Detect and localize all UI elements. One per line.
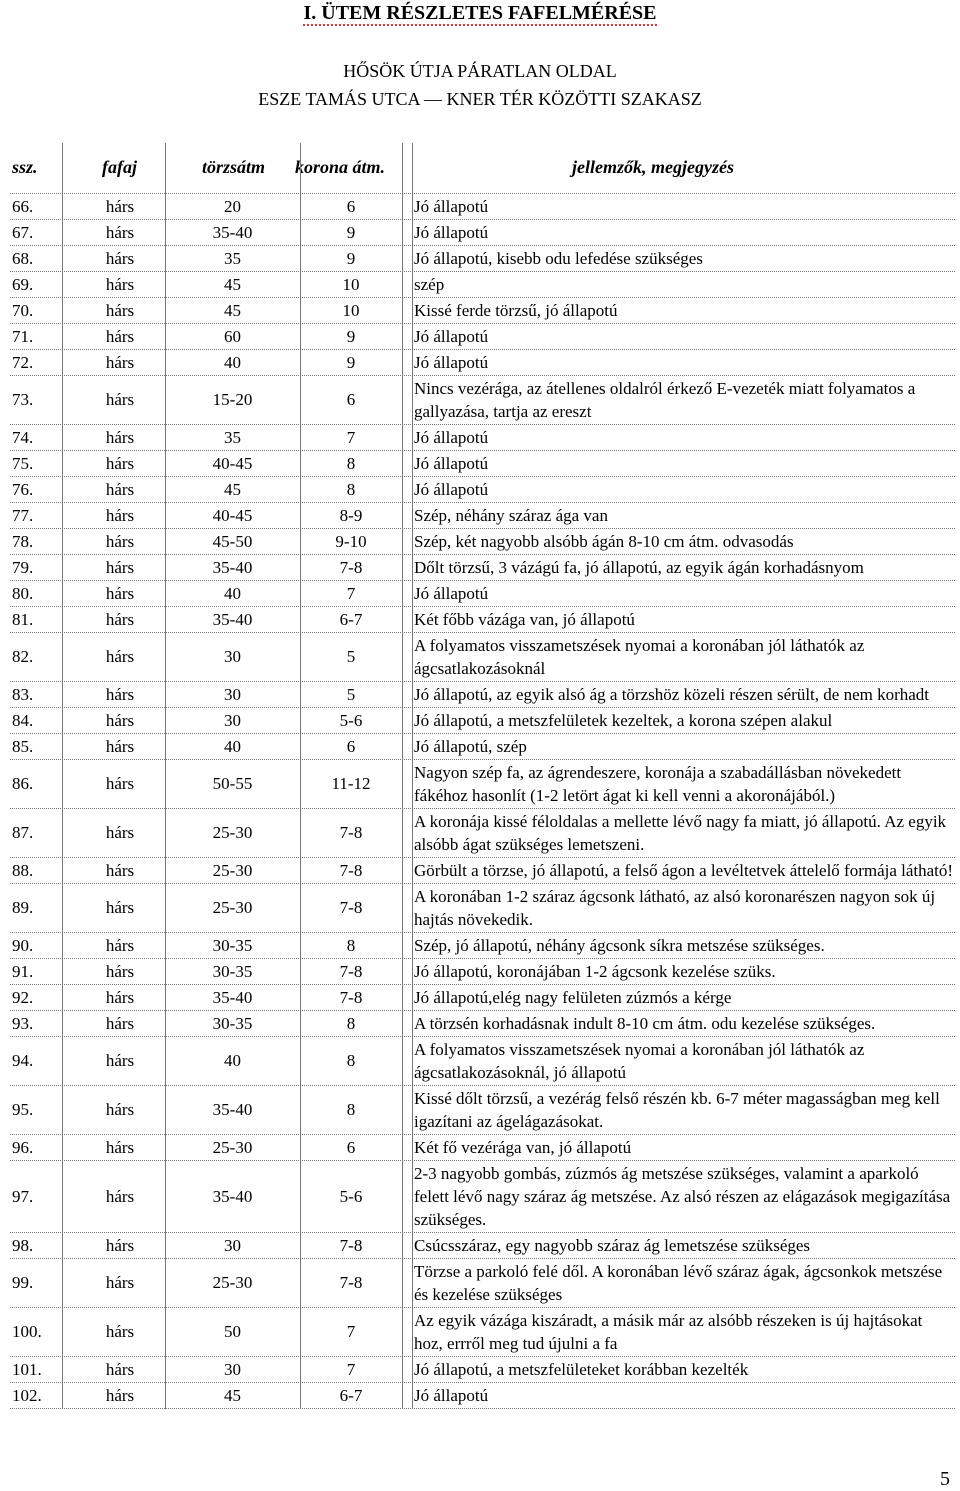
table-column-divider (62, 143, 63, 1409)
cell-korona: 10 (342, 274, 360, 294)
cell-korona: 9 (346, 352, 356, 372)
cell-ssz: 66. (12, 196, 34, 216)
cell-fafaj: hárs (105, 196, 135, 216)
cell-ssz: 91. (12, 961, 34, 981)
cell-note: Nincs vezérága, az átellenes oldalról érkező E-vezeték miatt folyamatos a gallyazása, tartja az ereszt (414, 379, 916, 421)
table-row (10, 376, 955, 425)
header-fafaj: fafaj (102, 157, 137, 177)
cell-korona: 8 (346, 1100, 356, 1119)
cell-korona: 9-10 (335, 531, 367, 551)
cell-note: Jó állapotú, szép (414, 737, 527, 756)
cell-korona: 8 (346, 479, 356, 499)
cell-korona: 6 (346, 736, 356, 756)
cell-ssz: 71. (12, 326, 34, 346)
cell-ssz: 72. (12, 352, 34, 372)
cell-korona: 7 (346, 427, 356, 447)
cell-fafaj: hárs (105, 1273, 135, 1292)
cell-ssz: 97. (12, 1186, 34, 1206)
cell-korona: 7 (346, 1359, 356, 1379)
cell-torzsatm: 35 (224, 427, 241, 447)
cell-korona: 8 (346, 1051, 356, 1070)
table-row (10, 809, 955, 858)
cell-note: Jó állapotú (414, 454, 489, 473)
cell-korona: 9 (346, 248, 356, 268)
cell-ssz: 75. (12, 453, 34, 473)
cell-fafaj: hárs (105, 710, 135, 730)
cell-note: 2-3 nagyobb gombás, zúzmós ág metszése szükséges, valamint a aparkoló felett lévő nagy száraz ág metszése. Az alsó részen az elágazások megigazítása szükséges. (414, 1164, 951, 1229)
cell-korona: 7-8 (339, 961, 363, 981)
cell-korona: 7-8 (339, 823, 363, 842)
cell-note: Jó állapotú, az egyik alsó ág a törzshöz közeli részen sérült, de nem korhadt (414, 685, 930, 704)
cell-korona: 6-7 (339, 609, 363, 629)
table-row (10, 1161, 955, 1233)
cell-note: szép (414, 275, 445, 294)
cell-note: Jó állapotú, a metszfelületeket korábban kezelték (414, 1360, 749, 1379)
cell-note: Dőlt törzsű, 3 vázágú fa, jó állapotú, az egyik ágán korhadásnyom (414, 558, 864, 577)
section-subtitle-street: HŐSÖK ÚTJA PÁRATLAN OLDAL (343, 61, 617, 81)
cell-torzsatm: 45 (224, 300, 241, 320)
cell-torzsatm: 60 (224, 326, 241, 346)
table-body (10, 194, 955, 1409)
cell-ssz: 89. (12, 898, 34, 917)
cell-ssz: 78. (12, 531, 34, 551)
table-row (10, 425, 955, 451)
cell-ssz: 94. (12, 1051, 34, 1070)
cell-note: Az egyik vázága kiszáradt, a másik már az alsóbb részeken is új hajtásokat hoz, errről meg tud újulni a fa (414, 1311, 923, 1353)
cell-note: Szép, néhány száraz ága van (414, 506, 608, 525)
header-ssz: ssz. (12, 157, 38, 177)
cell-ssz: 77. (12, 505, 34, 525)
cell-torzsatm: 35-40 (212, 557, 253, 577)
table-column-divider (412, 143, 413, 1409)
cell-korona: 8 (346, 935, 356, 955)
cell-note: Jó állapotú (414, 223, 489, 242)
cell-torzsatm: 30 (224, 1235, 241, 1255)
cell-note: A koronája kissé féloldalas a mellette lévő nagy fa miatt, jó állapotú. Az egyik alsóbb ágat szükséges lemetszeni. (414, 812, 947, 854)
cell-korona: 6-7 (339, 1385, 363, 1405)
cell-ssz: 69. (12, 274, 34, 294)
cell-fafaj: hárs (105, 1385, 135, 1405)
cell-korona: 7-8 (339, 557, 363, 577)
table-row (10, 194, 955, 220)
cell-note: Jó állapotú (414, 197, 489, 216)
table-row (10, 1357, 955, 1383)
cell-fafaj: hárs (105, 647, 135, 666)
cell-torzsatm: 45 (224, 274, 241, 294)
cell-ssz: 82. (12, 647, 34, 666)
cell-torzsatm: 15-20 (212, 390, 253, 409)
table-row (10, 503, 955, 529)
table-row (10, 581, 955, 607)
cell-ssz: 83. (12, 684, 34, 704)
cell-note: Jó állapotú (414, 480, 489, 499)
table-row (10, 633, 955, 682)
table-row (10, 298, 955, 324)
cell-note: Szép, két nagyobb alsóbb ágán 8-10 cm átm. odvasodás (414, 532, 794, 551)
cell-ssz: 86. (12, 774, 34, 793)
cell-ssz: 68. (12, 248, 34, 268)
cell-fafaj: hárs (105, 684, 135, 704)
cell-ssz: 87. (12, 823, 34, 842)
cell-korona: 9 (346, 326, 356, 346)
cell-korona: 9 (346, 222, 356, 242)
cell-ssz: 73. (12, 390, 34, 409)
cell-korona: 7 (346, 583, 356, 603)
cell-note: Jó állapotú (414, 428, 489, 447)
cell-torzsatm: 45-50 (212, 531, 253, 551)
cell-fafaj: hárs (105, 736, 135, 756)
cell-torzsatm: 40-45 (212, 505, 253, 525)
table-row (10, 477, 955, 503)
cell-torzsatm: 25-30 (212, 860, 253, 880)
cell-korona: 7-8 (339, 1273, 363, 1292)
cell-torzsatm: 30-35 (212, 961, 253, 981)
cell-korona: 6 (346, 196, 356, 216)
cell-korona: 5 (346, 647, 356, 666)
cell-korona: 11-12 (331, 774, 371, 793)
table-row (10, 1233, 955, 1259)
cell-ssz: 80. (12, 583, 34, 603)
cell-fafaj: hárs (105, 935, 135, 955)
cell-fafaj: hárs (105, 1322, 135, 1341)
cell-ssz: 79. (12, 557, 34, 577)
cell-torzsatm: 30 (224, 647, 241, 666)
cell-korona: 8 (346, 453, 356, 473)
cell-fafaj: hárs (105, 531, 135, 551)
cell-fafaj: hárs (105, 557, 135, 577)
cell-torzsatm: 25-30 (212, 823, 253, 842)
cell-fafaj: hárs (105, 222, 135, 242)
cell-fafaj: hárs (105, 1051, 135, 1070)
cell-torzsatm: 25-30 (212, 1273, 253, 1292)
cell-torzsatm: 35-40 (212, 222, 253, 242)
cell-ssz: 84. (12, 710, 34, 730)
cell-korona: 5-6 (339, 710, 363, 730)
table-row (10, 1259, 955, 1308)
cell-korona: 10 (342, 300, 360, 320)
table-row (10, 529, 955, 555)
cell-ssz: 102. (12, 1385, 42, 1405)
cell-note: A folyamatos visszametszések nyomai a koronában jól láthatók az ágcsatlakozásoknál, jó állapotú (414, 1040, 865, 1082)
cell-torzsatm: 35-40 (212, 1186, 253, 1206)
cell-fafaj: hárs (105, 1137, 135, 1157)
cell-torzsatm: 40 (224, 1051, 241, 1070)
cell-torzsatm: 25-30 (212, 898, 253, 917)
cell-torzsatm: 30-35 (212, 935, 253, 955)
cell-torzsatm: 45 (224, 1385, 241, 1405)
cell-ssz: 90. (12, 935, 34, 955)
page-title: I. ÜTEM RÉSZLETES FAFELMÉRÉSE (303, 2, 657, 24)
cell-korona: 7 (346, 1322, 356, 1341)
cell-note: Jó állapotú, a metszfelületek kezeltek, a korona szépen alakul (414, 711, 833, 730)
cell-fafaj: hárs (105, 987, 135, 1007)
cell-note: Csúcsszáraz, egy nagyobb száraz ág lemetszése szükséges (414, 1236, 811, 1255)
cell-note: Jó állapotú (414, 327, 489, 346)
cell-ssz: 96. (12, 1137, 34, 1157)
table-row (10, 760, 955, 809)
cell-torzsatm: 35 (224, 248, 241, 268)
table-row (10, 451, 955, 477)
cell-ssz: 98. (12, 1235, 34, 1255)
table-row (10, 708, 955, 734)
header-torzsatm: törzsátm (202, 157, 266, 177)
cell-fafaj: hárs (105, 898, 135, 917)
table-row (10, 884, 955, 933)
table-row (10, 1383, 955, 1409)
table-row (10, 734, 955, 760)
cell-note: Jó állapotú (414, 584, 489, 603)
cell-korona: 6 (346, 1137, 356, 1157)
table-column-divider (165, 143, 166, 1409)
cell-korona: 8 (346, 1013, 356, 1033)
cell-note: Jó állapotú, kisebb odu lefedése szükséges (414, 249, 703, 268)
cell-ssz: 100. (12, 1322, 42, 1341)
cell-fafaj: hárs (105, 961, 135, 981)
table-row (10, 1011, 955, 1037)
table-row (10, 682, 955, 708)
cell-note: Görbült a törzse, jó állapotú, a felső ágon a levéltetvek áttelelő formája látható! (414, 861, 954, 880)
table-row (10, 1086, 955, 1135)
cell-note: Jó állapotú, koronájában 1-2 ágcsonk kezelése szüks. (414, 962, 776, 981)
table-row (10, 272, 955, 298)
cell-torzsatm: 30 (224, 710, 241, 730)
cell-fafaj: hárs (105, 1359, 135, 1379)
cell-torzsatm: 30 (224, 1359, 241, 1379)
table-row (10, 1135, 955, 1161)
cell-fafaj: hárs (105, 352, 135, 372)
table-row (10, 220, 955, 246)
table-row (10, 858, 955, 884)
cell-torzsatm: 40 (224, 583, 241, 603)
tree-survey-table (10, 143, 955, 1409)
header-korona: korona átm. (295, 157, 386, 177)
cell-torzsatm: 50 (224, 1322, 241, 1341)
cell-note: Két fő vezérága van, jó állapotú (414, 1138, 632, 1157)
cell-ssz: 101. (12, 1359, 42, 1379)
cell-korona: 7-8 (339, 1235, 363, 1255)
cell-fafaj: hárs (105, 1100, 135, 1119)
cell-note: Kissé dőlt törzsű, a vezérág felső részén kb. 6-7 méter magasságban meg kell igazítani az ágelágazásokat. (414, 1089, 940, 1131)
cell-note: Törzse a parkoló felé dől. A koronában lévő száraz ágak, ágcsonkok metszése és kezelése szükséges (414, 1262, 943, 1304)
page-number: 5 (940, 1468, 950, 1490)
table-row (10, 555, 955, 581)
cell-note: A koronában 1-2 száraz ágcsonk látható, az alsó koronarészen nagyon sok új hajtás növekedik. (414, 887, 936, 929)
cell-ssz: 99. (12, 1273, 34, 1292)
cell-korona: 7-8 (339, 898, 363, 917)
cell-fafaj: hárs (105, 390, 135, 409)
cell-note: Szép, jó állapotú, néhány ágcsonk síkra metszése szükséges. (414, 936, 825, 955)
cell-note: A törzsén korhadásnak indult 8-10 cm átm. odu kezelése szükséges. (414, 1014, 876, 1033)
table-row (10, 959, 955, 985)
cell-torzsatm: 30 (224, 684, 241, 704)
cell-torzsatm: 45 (224, 479, 241, 499)
cell-korona: 5 (346, 684, 356, 704)
cell-torzsatm: 40 (224, 352, 241, 372)
table-row (10, 324, 955, 350)
cell-fafaj: hárs (105, 1235, 135, 1255)
cell-ssz: 88. (12, 860, 34, 880)
cell-ssz: 93. (12, 1013, 34, 1033)
cell-fafaj: hárs (105, 609, 135, 629)
cell-ssz: 85. (12, 736, 34, 756)
cell-note: Jó állapotú (414, 1386, 489, 1405)
section-subtitle-segment: ESZE TAMÁS UTCA — KNER TÉR KÖZÖTTI SZAKASZ (258, 89, 702, 109)
cell-ssz: 70. (12, 300, 34, 320)
cell-ssz: 81. (12, 609, 34, 629)
cell-korona: 6 (346, 390, 356, 409)
table-header (10, 143, 955, 194)
table-row (10, 246, 955, 272)
cell-note: A folyamatos visszametszések nyomai a koronában jól láthatók az ágcsatlakozásoknál (414, 636, 865, 678)
cell-note: Nagyon szép fa, az ágrendeszere, koronája a szabadállásban növekedett fákéhoz hasonlít (1-2 letört ágat ki kell venni a akoronájából.) (414, 763, 902, 805)
cell-ssz: 76. (12, 479, 34, 499)
table-row (10, 350, 955, 376)
cell-fafaj: hárs (105, 823, 135, 842)
cell-fafaj: hárs (105, 505, 135, 525)
cell-note: Jó állapotú (414, 353, 489, 372)
cell-korona: 8-9 (339, 505, 363, 525)
table-row (10, 933, 955, 959)
cell-torzsatm: 40 (224, 736, 241, 756)
cell-fafaj: hárs (105, 453, 135, 473)
cell-fafaj: hárs (105, 774, 135, 793)
cell-fafaj: hárs (105, 300, 135, 320)
cell-korona: 7-8 (339, 860, 363, 880)
cell-fafaj: hárs (105, 326, 135, 346)
cell-torzsatm: 35-40 (212, 987, 253, 1007)
table-row (10, 1037, 955, 1086)
cell-fafaj: hárs (105, 274, 135, 294)
cell-note: Kissé ferde törzsű, jó állapotú (414, 301, 618, 320)
cell-ssz: 67. (12, 222, 34, 242)
cell-fafaj: hárs (105, 1186, 135, 1206)
cell-fafaj: hárs (105, 479, 135, 499)
cell-ssz: 74. (12, 427, 34, 447)
cell-korona: 5-6 (339, 1186, 363, 1206)
cell-torzsatm: 20 (224, 196, 241, 216)
table-column-divider (300, 143, 301, 1409)
cell-note: Jó állapotú,elég nagy felületen zúzmós a kérge (414, 988, 732, 1007)
cell-note: Két főbb vázága van, jó állapotú (414, 610, 635, 629)
cell-torzsatm: 50-55 (212, 774, 253, 793)
cell-fafaj: hárs (105, 248, 135, 268)
table-row (10, 1308, 955, 1357)
header-jellemzok: jellemzők, megjegyzés (572, 157, 734, 177)
cell-fafaj: hárs (105, 583, 135, 603)
table-row (10, 607, 955, 633)
cell-ssz: 92. (12, 987, 34, 1007)
table-column-divider (402, 143, 403, 1409)
cell-ssz: 95. (12, 1100, 34, 1119)
cell-torzsatm: 40-45 (212, 453, 253, 473)
cell-torzsatm: 30-35 (212, 1013, 253, 1033)
cell-fafaj: hárs (105, 1013, 135, 1033)
cell-torzsatm: 35-40 (212, 1100, 253, 1119)
cell-fafaj: hárs (105, 860, 135, 880)
cell-fafaj: hárs (105, 427, 135, 447)
cell-torzsatm: 25-30 (212, 1137, 253, 1157)
cell-torzsatm: 35-40 (212, 609, 253, 629)
table-row (10, 985, 955, 1011)
cell-korona: 7-8 (339, 987, 363, 1007)
